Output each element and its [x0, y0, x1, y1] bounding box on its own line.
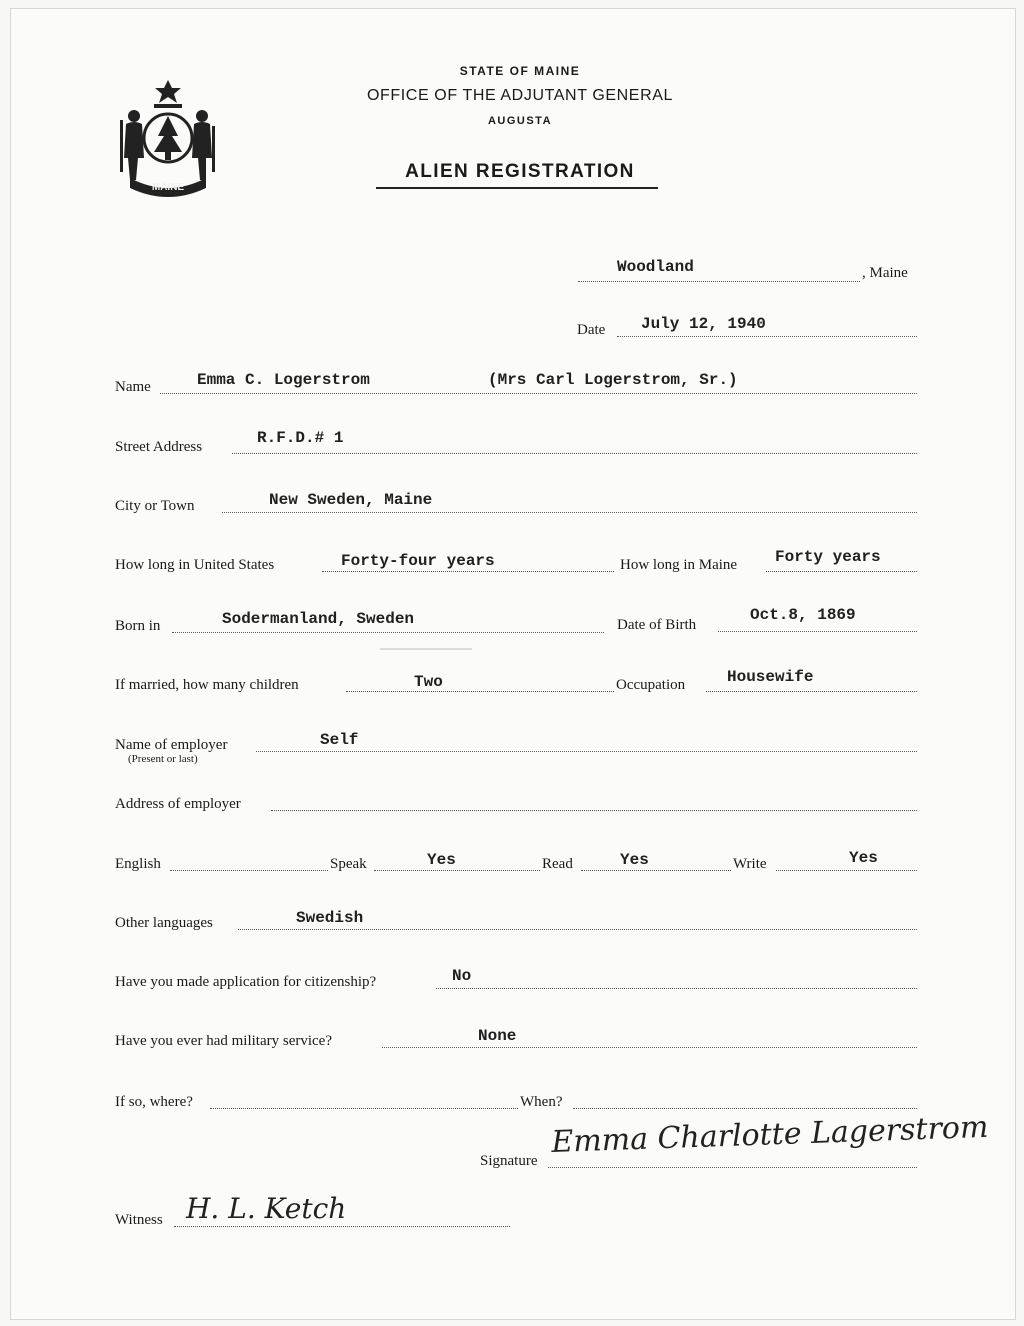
signature-line [548, 1167, 917, 1168]
employer-address-line[interactable] [271, 810, 917, 811]
employer-value[interactable]: Self [320, 731, 359, 749]
paper-mark [380, 648, 472, 650]
employer-label: Name of employer [115, 737, 228, 753]
children-label: If married, how many children [115, 677, 299, 693]
dob-value[interactable]: Oct.8, 1869 [750, 606, 856, 624]
name-label: Name [115, 379, 151, 395]
write-value[interactable]: Yes [849, 849, 878, 867]
employer-address-label: Address of employer [115, 796, 241, 812]
header-city: AUGUSTA [487, 115, 553, 127]
date-line [617, 336, 917, 337]
us-duration-line [322, 571, 614, 572]
read-label: Read [542, 856, 573, 872]
name-line [160, 393, 917, 394]
speak-label: Speak [330, 856, 367, 872]
maine-duration-value[interactable]: Forty years [775, 548, 881, 566]
location-value[interactable]: Woodland [617, 258, 694, 276]
military-value[interactable]: None [478, 1027, 517, 1045]
citizenship-value[interactable]: No [452, 967, 472, 985]
read-line [581, 870, 731, 871]
english-line [170, 870, 328, 871]
speak-value[interactable]: Yes [427, 851, 456, 869]
born-label: Born in [115, 618, 161, 634]
other-languages-value[interactable]: Swedish [296, 909, 364, 927]
when-line[interactable] [573, 1108, 917, 1109]
form-title: ALIEN REGISTRATION [405, 161, 635, 182]
witness-label: Witness [115, 1212, 163, 1228]
city-label: City or Town [115, 498, 195, 514]
dob-label: Date of Birth [617, 617, 697, 633]
title-underline [376, 187, 658, 189]
citizenship-label: Have you made application for citizenship? [115, 974, 377, 990]
location-line [578, 281, 860, 282]
street-line [232, 453, 917, 454]
header-office: OFFICE OF THE ADJUTANT GENERAL [366, 87, 674, 104]
witness-value[interactable]: H. L. Ketch [186, 1192, 347, 1225]
date-label: Date [577, 322, 606, 338]
born-line [172, 632, 604, 633]
children-value[interactable]: Two [414, 673, 443, 691]
location-suffix: , Maine [862, 265, 908, 281]
us-duration-value[interactable]: Forty-four years [341, 552, 495, 570]
header-state: STATE OF MAINE [459, 64, 581, 78]
employer-sublabel: (Present or last) [128, 753, 198, 765]
street-value[interactable]: R.F.D.# 1 [257, 429, 344, 447]
other-languages-line [238, 929, 917, 930]
signature-label: Signature [480, 1153, 538, 1169]
read-value[interactable]: Yes [620, 851, 649, 869]
svg-text:MAINE: MAINE [151, 182, 185, 193]
occupation-value[interactable]: Housewife [727, 668, 814, 686]
other-languages-label: Other languages [115, 915, 213, 931]
write-line [776, 870, 917, 871]
speak-line [374, 870, 540, 871]
occupation-line [706, 691, 917, 692]
employer-line [256, 751, 917, 752]
write-label: Write [733, 856, 767, 872]
occupation-label: Occupation [616, 677, 686, 693]
us-duration-label: How long in United States [115, 557, 275, 573]
city-line [222, 512, 917, 513]
name-alias[interactable]: (Mrs Carl Logerstrom, Sr.) [488, 371, 738, 389]
english-label: English [115, 856, 161, 872]
maine-duration-label: How long in Maine [620, 557, 738, 573]
name-value[interactable]: Emma C. Logerstrom [197, 371, 370, 389]
date-value[interactable]: July 12, 1940 [641, 315, 766, 333]
where-line[interactable] [210, 1108, 518, 1109]
citizenship-line [436, 988, 917, 989]
born-value[interactable]: Sodermanland, Sweden [222, 610, 415, 628]
when-label: When? [520, 1094, 563, 1110]
where-label: If so, where? [115, 1094, 193, 1110]
military-label: Have you ever had military service? [115, 1033, 332, 1049]
military-line [382, 1047, 917, 1048]
witness-line [174, 1226, 510, 1227]
city-value[interactable]: New Sweden, Maine [269, 491, 433, 509]
signature-value[interactable]: Emma Charlotte Lagerstrom [550, 1109, 989, 1160]
children-line [346, 691, 614, 692]
maine-duration-line [766, 571, 917, 572]
street-label: Street Address [115, 439, 203, 455]
dob-line [718, 631, 917, 632]
